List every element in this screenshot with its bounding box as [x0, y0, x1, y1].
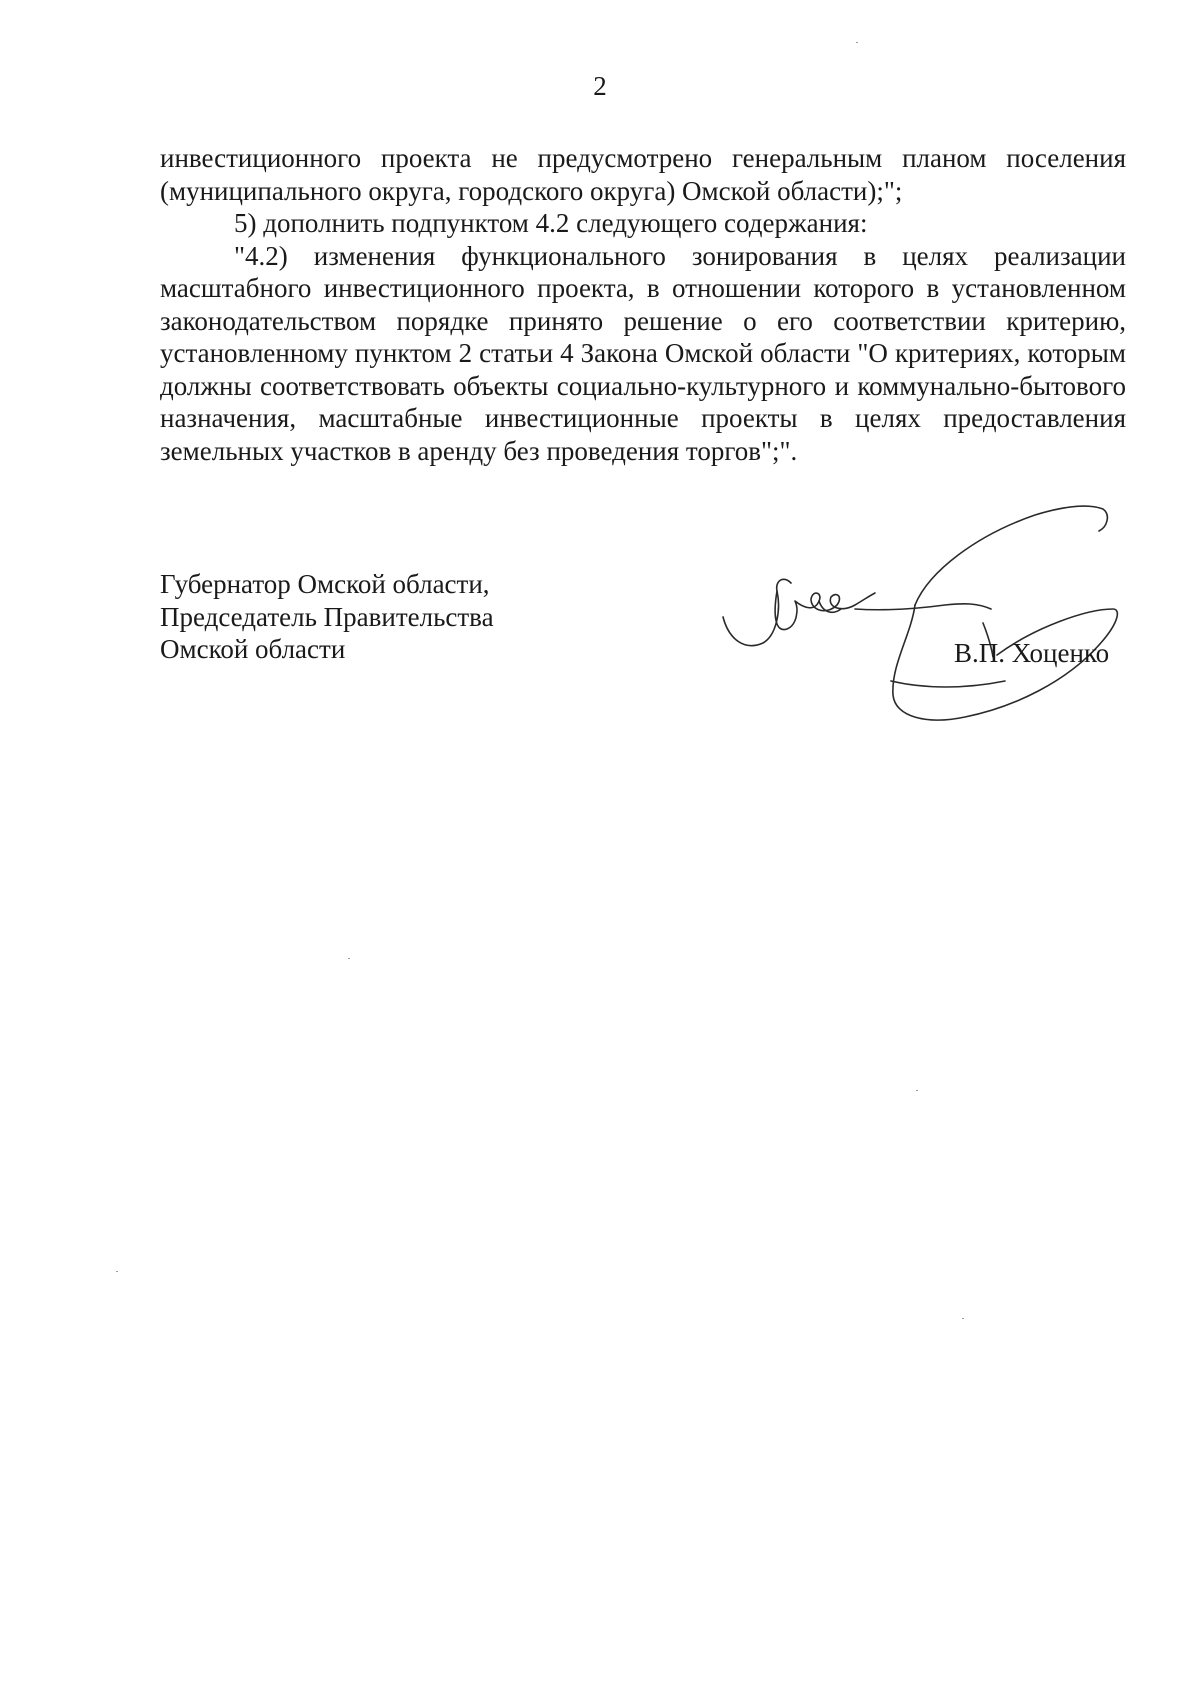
signatory-title-line: Председатель Правительства — [160, 601, 494, 632]
scan-speck — [916, 1090, 918, 1091]
scan-speck — [348, 958, 350, 959]
signatory-title-line: Омской области — [160, 634, 346, 664]
handwritten-signature — [715, 505, 1135, 735]
signatory-name: В.П. Хоценко — [954, 638, 1110, 668]
signatory-title — [160, 568, 494, 666]
signatory-title-line: Губернатор Омской области, — [160, 569, 490, 599]
scan-speck — [116, 1271, 118, 1272]
scan-speck — [856, 42, 858, 43]
page-number: 2 — [593, 71, 607, 101]
paragraph: 5) дополнить подпунктом 4.2 следующего содержания: — [234, 208, 868, 238]
paragraph: инвестиционного проекта не предусмотрено генеральным планом поселения (муниципального округа, городского округа) Омской области);"; — [160, 143, 1126, 206]
paragraph: "4.2) изменения функционального зонирования в целях реализации масштабного инвестиционного проекта, в отношении которого в установленном законодательством порядке принято решение о его соответствии критерию, установленному пунктом 2 статьи 4 Закона Омской области "О критериях, которым должны соответствовать объекты социально-культурного и коммунально-бытового назначения, масштабные инвестиционные проекты в целях предоставления земельных участков в аренду без проведения торгов";". — [160, 240, 1126, 466]
scan-speck — [962, 1318, 964, 1319]
document-body — [160, 142, 1126, 467]
